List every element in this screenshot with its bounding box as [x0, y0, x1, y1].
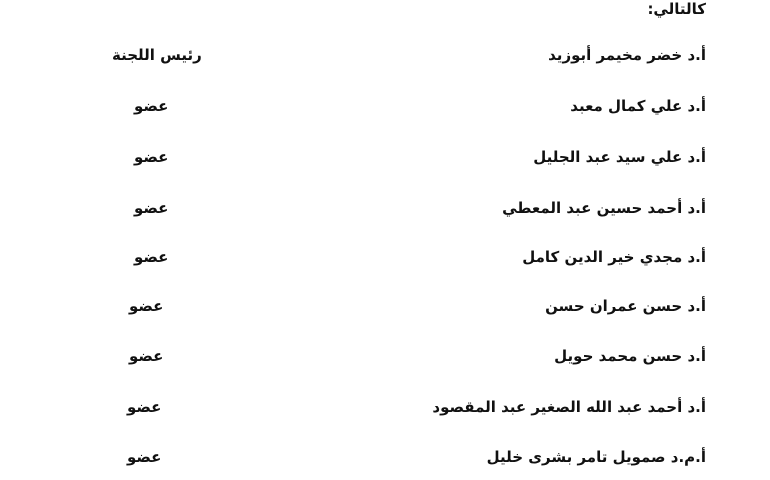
member-row: [0, 347, 770, 371]
member-row: [0, 148, 770, 172]
member-row: [0, 46, 770, 70]
member-role: عضو: [129, 347, 164, 365]
member-role: رئيس اللجنة: [112, 46, 202, 64]
member-role: عضو: [134, 97, 169, 115]
member-name: أ.د مجدي خير الدين كامل: [522, 248, 706, 266]
member-role: عضو: [134, 148, 169, 166]
member-name: أ.د علي سيد عبد الجليل: [533, 148, 706, 166]
member-row: [0, 398, 770, 422]
member-row: [0, 248, 770, 272]
member-row: [0, 199, 770, 223]
member-name: أ.د أحمد حسين عبد المعطي: [502, 199, 706, 217]
member-role: عضو: [127, 398, 162, 416]
member-role: عضو: [129, 297, 164, 315]
member-name: أ.د علي كمال معبد: [570, 97, 706, 115]
member-role: عضو: [127, 448, 162, 466]
member-name: أ.م.د صمويل تامر بشرى خليل: [486, 448, 706, 466]
member-row: [0, 297, 770, 321]
member-role: عضو: [134, 199, 169, 217]
member-row: [0, 448, 770, 472]
member-name: أ.د حسن محمد حويل: [554, 347, 706, 365]
member-name: أ.د حسن عمران حسن: [545, 297, 706, 315]
member-name: أ.د أحمد عبد الله الصغير عبد المقصود: [432, 398, 706, 416]
member-name: أ.د خضر مخيمر أبوزيد: [548, 46, 706, 64]
member-row: [0, 97, 770, 121]
member-role: عضو: [134, 248, 169, 266]
intro-text: كالتالي:: [647, 0, 706, 18]
